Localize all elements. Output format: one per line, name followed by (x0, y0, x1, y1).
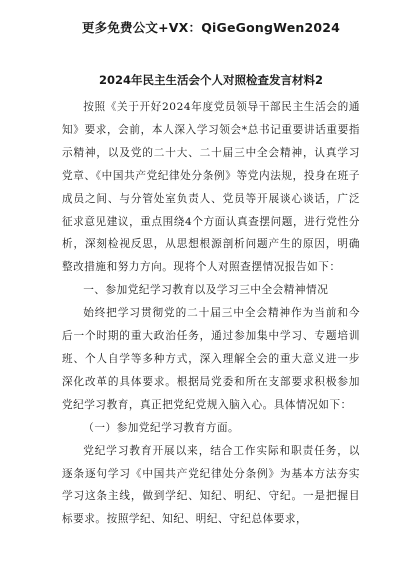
watermark-banner: 更多免费公文+VX：QiGeGongWen2024 (81, 20, 341, 35)
section-paragraph: 始终把学习贯彻党的二十届三中全会精神作为当前和今后一个时期的重大政治任务，通过参加集中学习、专题培训班、个人自学等多种方式，深入理解全会的重大意义进一步深化改革的具体要求。根据局党委和所在支部要求积极参加党纪学习教育，真正把党纪党规入脑入心。具体情况如下： (62, 307, 360, 411)
subsection-heading: （一）参加党纪学习教育方面。 (83, 421, 240, 434)
section-heading: 一、参加党纪学习教育以及学习三中全会精神情况 (83, 284, 329, 297)
subsection-paragraph: 党纪学习教育开展以来，结合工作实际和职责任务，以逐条逐句学习《中国共产党纪律处分条例》为基本方法夯实学习这条主线，做到学纪、知纪、明纪、守纪。一是把握目标要求。按照学纪、知纪、明纪、守纪总体要求， (62, 444, 360, 526)
intro-paragraph: 按照《关于开好2024年度党员领导干部民主生活会的通知》要求，会前，本人深入学习领会*总书记重要讲话重要指示精神，以及党的二十大、二十届三中全会精神，认真学习党章、《中国共产党纪律处分条例》等党内法规，投身在班子成员之间、与分管处室负责人、党员等开展谈心谈话，广泛征求意见建议，重点围绕4个方面认真查摆问题，进行党性分析，深刻检视反思，从思想根源剖析问题产生的原因，明确整改措施和努力方向。现将个人对照查摆情况报告如下： (62, 101, 360, 274)
document-title: 2024年民主生活会个人对照检查发言材料2 (98, 73, 323, 87)
document-body (62, 96, 360, 531)
